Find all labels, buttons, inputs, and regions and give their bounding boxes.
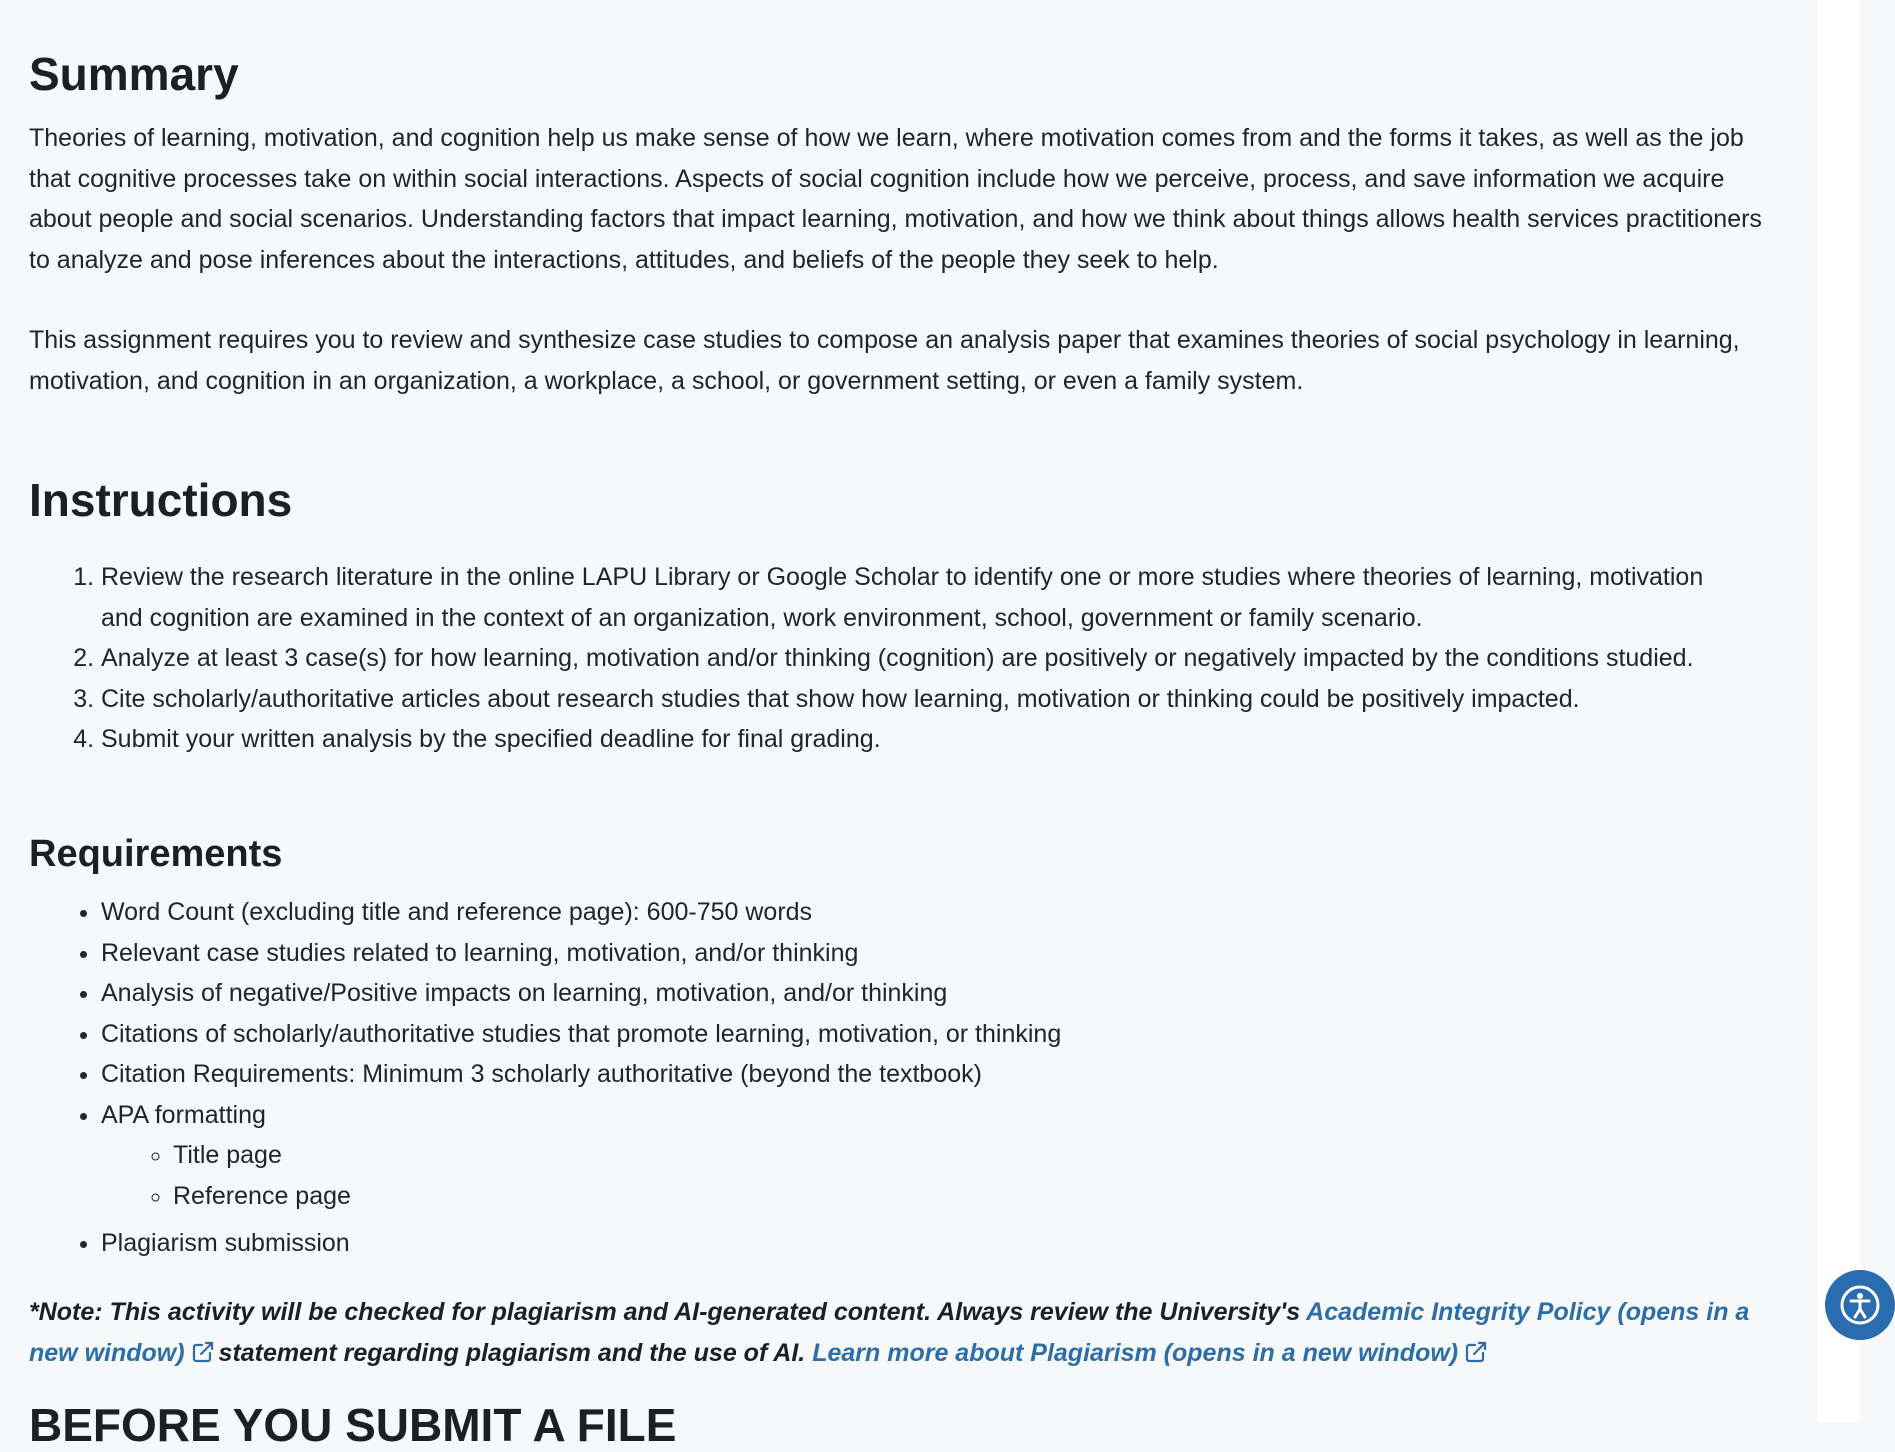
learn-more-link-text: Learn more about Plagiarism (opens in a new window) (812, 1338, 1459, 1367)
requirement-item-apa (101, 1095, 1741, 1217)
requirement-item: • Citations of scholarly/authoritative studies that promote learning, motivation, or thinking (101, 1014, 1741, 1055)
sub-requirement-item: ◦ Reference page (173, 1176, 1741, 1217)
instructions-heading: Instructions (29, 474, 293, 526)
requirement-item: • Analysis of negative/Positive impacts on learning, motivation, and/or thinking (101, 973, 1741, 1014)
sub-requirement-item: ◦ Title page (173, 1135, 1741, 1176)
instructions-list (29, 557, 1741, 760)
summary-paragraph-1: Theories of learning, motivation, and cognition help us make sense of how we learn, where motivation comes from and the forms it takes, as well as the job that cognitive processes take on within social interactions. Aspects of social cognition include how we perceive, process, and save information we acquire about people and social scenarios. Understanding factors that impact learning, motivation, and how we think about things allows health services practitioners to analyze and pose inferences about the interactions, attitudes, and beliefs of the people they seek to help. (29, 124, 1762, 274)
requirement-item: • Citation Requirements: Minimum 3 scholarly authoritative (beyond the textbook) (101, 1054, 1741, 1095)
instruction-item: 3. Cite scholarly/authoritative articles about research studies that show how learning, motivation or thinking could be positively impacted. (101, 679, 1741, 720)
instruction-item: 4. Submit your written analysis by the specified deadline for final grading. (101, 719, 1741, 760)
note-text-start: *Note: This activity will be checked for plagiarism and AI-generated content. Always review the University's (29, 1298, 1307, 1326)
right-rail (1818, 0, 1860, 1422)
instruction-item: 1. Review the research literature in the online LAPU Library or Google Scholar to identify one or more studies where theories of learning, motivation and cognition are examined in the context of an organization, work environment, school, government or family scenario. (101, 557, 1741, 638)
summary-heading: Summary (29, 48, 239, 100)
apa-sub-list (101, 1135, 1741, 1216)
external-link-icon (191, 1340, 215, 1364)
before-you-submit-heading: BEFORE YOU SUBMIT A FILE (29, 1399, 677, 1451)
accessibility-button[interactable] (1825, 1270, 1895, 1340)
academic-integrity-link-text: Academic Integrity Policy (opens in a new window) (29, 1298, 1750, 1367)
requirements-list (29, 892, 1741, 1264)
requirements-heading: Requirements (29, 833, 283, 875)
accessibility-icon (1839, 1284, 1881, 1326)
requirement-item: • Relevant case studies related to learning, motivation, and/or thinking (101, 933, 1741, 974)
learn-more-plagiarism-link[interactable] (812, 1339, 1492, 1367)
instruction-item: 2. Analyze at least 3 case(s) for how learning, motivation and/or thinking (cognition) are positively or negatively impacted by the conditions studied. (101, 638, 1741, 679)
requirement-item-label: APA formatting (101, 1100, 266, 1129)
requirement-item: • Word Count (excluding title and reference page): 600-750 words (101, 892, 1741, 933)
plagiarism-note (29, 1292, 1804, 1373)
note-text-middle: statement regarding plagiarism and the use of AI. (218, 1338, 813, 1367)
external-link-icon (1464, 1340, 1488, 1364)
summary-paragraph-2: This assignment requires you to review and synthesize case studies to compose an analysis paper that examines theories of social psychology in learning, motivation, and cognition in an organization, a workplace, a school, or government setting, or even a family system. (29, 326, 1740, 395)
requirement-item: • Plagiarism submission (101, 1223, 1741, 1264)
